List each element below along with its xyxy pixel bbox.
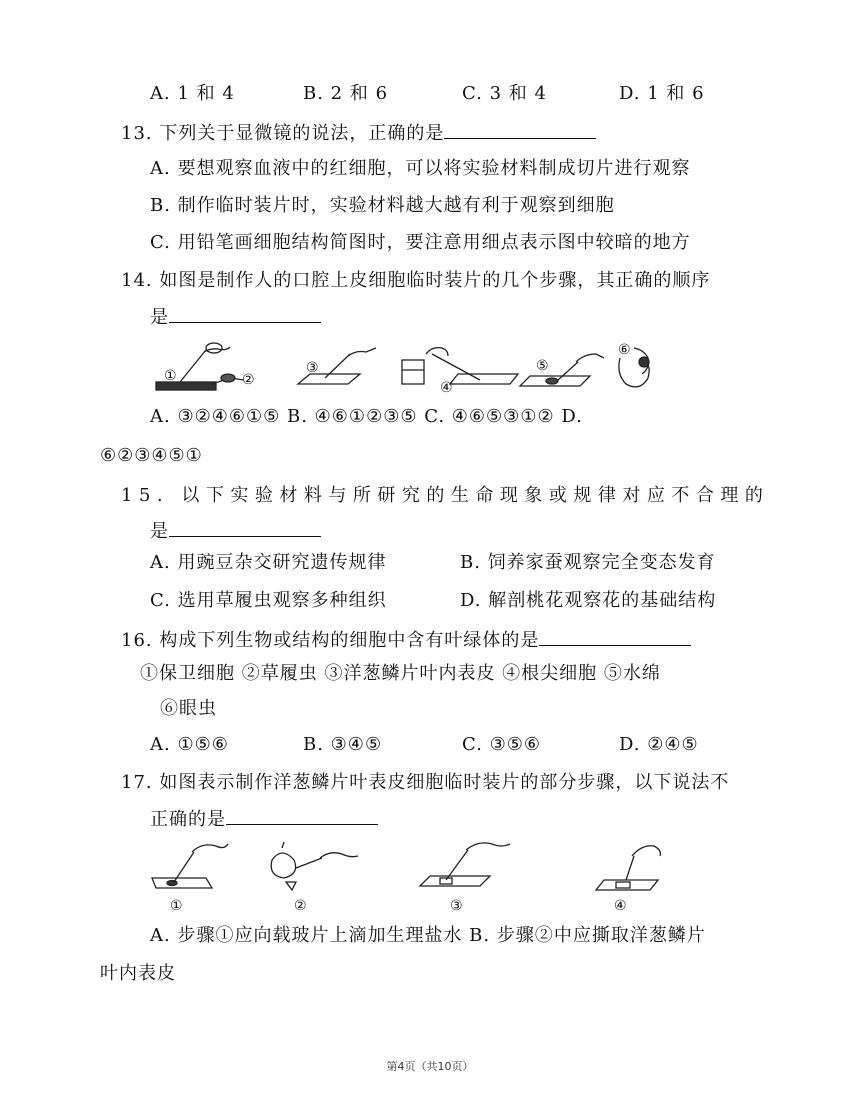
q16-answer-blank [539,627,691,646]
q14-label-6: ⑥ [618,342,631,358]
q15-option-a: A. 用豌豆杂交研究遗传规律 [150,552,387,573]
q16-option-c: C. ③⑤⑥ [462,734,541,755]
q17-answer-blank [226,806,378,825]
q14-label-3: ③ [306,360,319,376]
q17-label-3: ③ [450,898,463,914]
q16-items: ①保卫细胞 ②草履虫 ③洋葱鳞片叶内表皮 ④根尖细胞 ⑤水绵 [140,663,661,684]
q16-stem-text: 16. 构成下列生物或结构的细胞中含有叶绿体的是 [121,630,540,651]
q17-stem-cont [150,806,378,832]
q17-options: A. 步骤①应向载玻片上滴加生理盐水 B. 步骤②中应撕取洋葱鳞片 [150,925,706,946]
q14-label-1: ① [164,368,177,384]
q15-stem: 15. 以下实验材料与所研究的生命现象或规律对应不合理的 [121,485,770,506]
q12-option-c: C. 3 和 4 [462,83,547,104]
q14-answer-blank [169,304,321,323]
q15-option-d: D. 解剖桃花观察花的基础结构 [460,590,717,611]
q17-label-2: ② [294,898,307,914]
q14-label-2: ② [242,372,255,388]
q14-figure [150,340,670,396]
q17-label-1: ① [170,898,183,914]
q14-stem-cont [150,304,321,330]
q14-label-4: ④ [440,380,453,396]
q12-option-a: A. 1 和 4 [150,83,235,104]
q14-options: A. ③②④⑥①⑤ B. ④⑥①②③⑤ C. ④⑥⑤③①② D. [150,406,583,427]
q16-option-b: B. ③④⑤ [303,734,383,755]
q13-answer-blank [444,120,596,139]
q14-stem: 14. 如图是制作人的口腔上皮细胞临时装片的几个步骤，其正确的顺序 [121,270,711,291]
q14-option-d-cont: ⑥②③④⑤① [100,445,203,466]
q15-option-c: C. 选用草履虫观察多种组织 [150,590,387,611]
q17-option-b-cont: 叶内表皮 [100,963,176,984]
q17-label-4: ④ [614,898,627,914]
q17-figure [150,838,670,914]
q13-option-a: A. 要想观察血液中的红细胞，可以将实验材料制成切片进行观察 [150,158,691,179]
q13-option-c: C. 用铅笔画细胞结构简图时，要注意用细点表示图中较暗的地方 [150,232,691,253]
q14-stem2-text: 是 [150,307,169,328]
q16-option-a: A. ①⑤⑥ [150,734,229,755]
q14-label-5: ⑤ [536,358,549,374]
q12-option-d: D. 1 和 6 [619,83,705,104]
q15-stem-cont [150,518,321,544]
q13-stem-text: 13. 下列关于显微镜的说法，正确的是 [121,123,445,144]
q12-option-b: B. 2 和 6 [303,83,389,104]
q13-stem [121,120,596,146]
q17-stem2-text: 正确的是 [150,809,226,830]
q16-stem [121,627,691,653]
q13-option-b: B. 制作临时装片时，实验材料越大越有利于观察到细胞 [150,195,615,216]
page-footer: 第4页（共10页） [386,1060,474,1073]
q16-option-d: D. ②④⑤ [619,734,699,755]
q17-stem: 17. 如图表示制作洋葱鳞片叶表皮细胞临时装片的部分步骤，以下说法不 [121,772,730,793]
q15-stem2-text: 是 [150,521,169,542]
q16-items-cont: ⑥眼虫 [160,698,217,719]
q15-option-b: B. 饲养家蚕观察完全变态发育 [460,552,716,573]
q15-answer-blank [169,518,321,537]
